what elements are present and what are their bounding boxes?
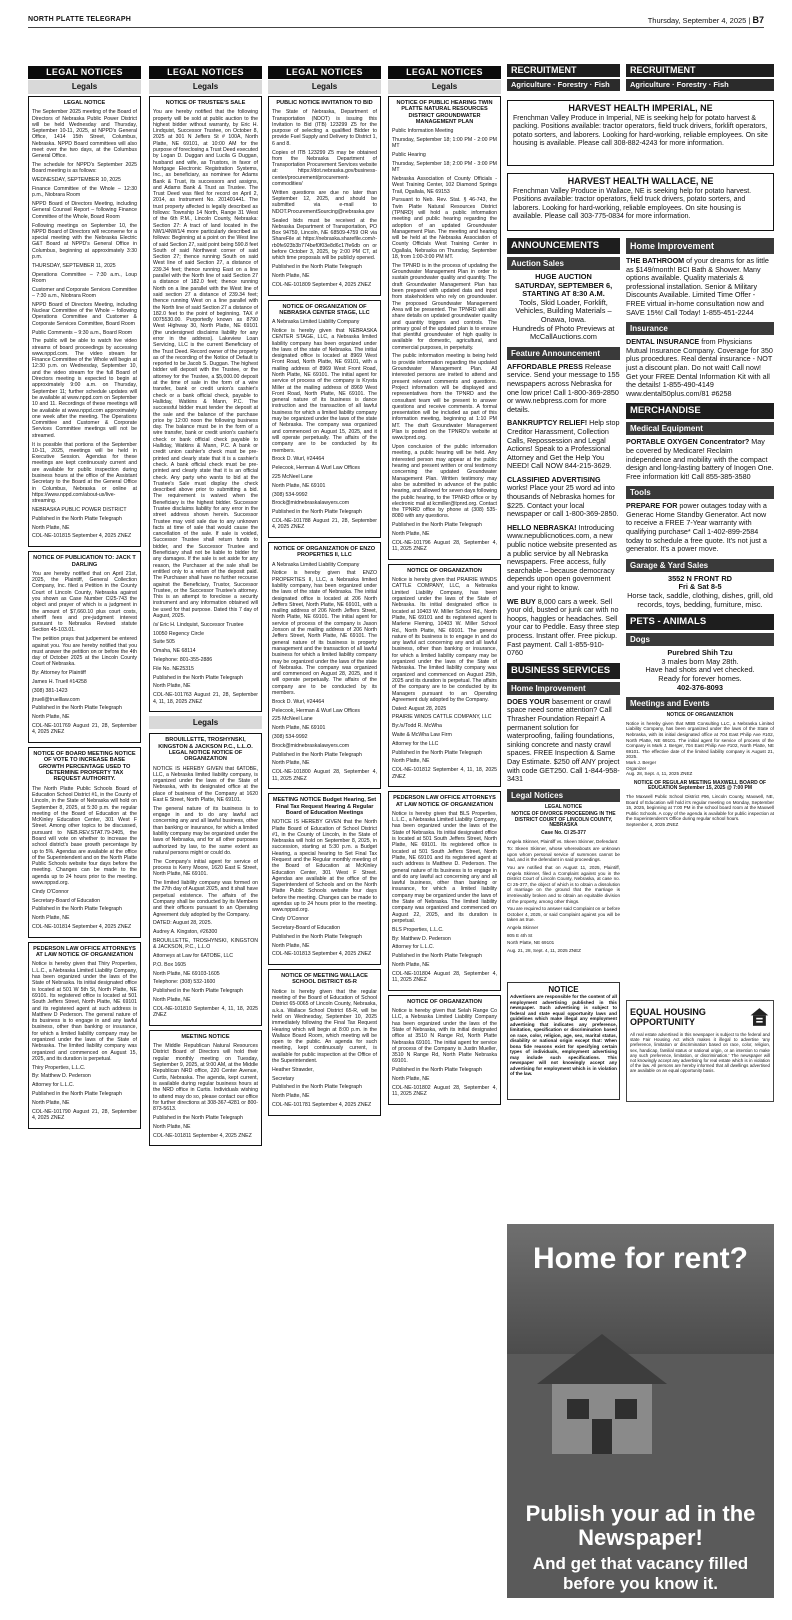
generator-ad bbox=[626, 502, 774, 554]
divorce-notice-line: LEGAL NOTICE bbox=[544, 803, 583, 810]
divorce-notice-line: You are required to answer said Complaint on or before October 4, 2025, or said Complaint against you will be taken as true. bbox=[507, 906, 620, 923]
harvest-imperial-ad bbox=[507, 100, 774, 166]
notice-paragraph: Published in the North Platte Telegraph bbox=[153, 988, 243, 995]
garage-items: Horse tack, saddle, clothing, dishes, grill, old records, toys, bedding, furniture, misc. bbox=[627, 591, 773, 609]
notice-paragraph: Secretary-Board of Education bbox=[272, 924, 341, 931]
dental-ad bbox=[626, 338, 774, 398]
dogs-header: Dogs bbox=[626, 633, 774, 646]
ad-lead: PORTABLE OXYGEN Concentrator? bbox=[626, 437, 750, 447]
notice-paragraph: P.O. Box 1605 bbox=[153, 961, 187, 968]
notice-paragraph: The Middle Republican Natural Resources District Board of Directors will hold their regular monthly meeting on Tuesday, September 9, 2025, at 9:00 AM, at the Middle Republican NRD office, 220 Center Avenue, Curtis, Nebraska. The agenda, kept current, is available during regular business hours at the NRD office in Curtis. Individuals wishing to attend may do so, please contact our office for further directions at 308-367-4281 or 800-873-5613. bbox=[153, 1043, 258, 1113]
notice-title: NOTICE OF PUBLIC HEARING TWIN PLATTE NATURAL RESOURCES DISTRICT GROUNDWATER MANAGEMENT PLAN bbox=[396, 100, 493, 125]
notice-paragraph: Public Hearing bbox=[392, 152, 426, 159]
garage-sale-ad bbox=[626, 575, 774, 609]
recruitment-header-2: RECRUITMENT bbox=[626, 64, 774, 77]
notice-paragraph: File No. NE25315 bbox=[153, 665, 194, 672]
notice-paragraph: A Nebraska Limited Liability Company bbox=[272, 561, 360, 568]
notice-paragraph: jtruell@truelllaw.com bbox=[32, 696, 80, 703]
feature-ad bbox=[507, 598, 620, 658]
notice-paragraph: Secretary bbox=[272, 1075, 295, 1082]
legal-notice bbox=[268, 542, 381, 789]
publication-name: NORTH PLATTE TELEGRAPH bbox=[28, 16, 132, 23]
legal-notices-header-4: LEGAL NOTICES bbox=[388, 66, 501, 79]
notice-title: NOTICE bbox=[548, 985, 579, 994]
legal-notices-header-1: LEGAL NOTICES bbox=[28, 66, 141, 79]
merchandise-header: MERCHANDISE bbox=[626, 403, 774, 419]
ad-text: Frenchman Valley Produce in Wallace, NE is seeking help for potato harvest. Positions available: tractor operators, field truck drivers, potato sorters, and laborers. Looking for hard-working, reliable employees. On site housing is available. Please call 303-775-0834 for more information. bbox=[513, 187, 752, 220]
divorce-notice-line: To: Skeen Skinner, whose whereabouts are unknown upon whom personal service of summons cannot be had, and is the defendant in said proceedings. bbox=[507, 846, 620, 863]
notice-paragraph: Published in the North Platte Telegraph bbox=[32, 1091, 122, 1098]
legal-notice bbox=[149, 1030, 262, 1146]
notice-paragraph: (308) 534-9992 bbox=[272, 734, 308, 741]
notice-title: PEDERSON LAW OFFICE ATTORNEYS AT LAW NOTICE OF ORGANIZATION bbox=[393, 795, 496, 808]
announcements-header: ANNOUNCEMENTS bbox=[507, 238, 620, 254]
oxygen-ad bbox=[626, 438, 774, 481]
notice-paragraph: 225 McNeel Lane bbox=[272, 473, 313, 480]
legal-notice bbox=[268, 793, 381, 965]
home-improvement-header-right: Home Improvement bbox=[626, 238, 774, 254]
notice-paragraph: Finance Committee of the Whole – 12:30 p.m., Niobrara Room bbox=[32, 186, 137, 199]
notice-paragraph: Published in the North Platte Telegraph bbox=[392, 749, 482, 756]
garage-sales-header: Garage & Yard Sales bbox=[626, 559, 774, 572]
notice-paragraph: Public Information Meeting bbox=[392, 128, 454, 135]
legal-column-4 bbox=[388, 96, 501, 1612]
divorce-notice bbox=[507, 805, 620, 954]
notice-paragraph: Brock D. Wurl, #24464 bbox=[272, 456, 325, 463]
eho-heading bbox=[630, 1004, 770, 1030]
notice-paragraph: Attorney for L.L.C. bbox=[392, 944, 435, 951]
notice-paragraph: North Platte, NE bbox=[272, 760, 310, 767]
house-icon bbox=[527, 1314, 677, 1464]
bathroom-ad bbox=[626, 257, 774, 317]
notice-paragraph: The TPNRD is in the process of updating the Groundwater Management Plan in order to sustain groundwater quality and quantity. The draft Groundwater Management Plan has been prepared with updated data and input from stakeholders who rely on groundwater. The proposed Groundwater Management Area will be presented. The TPNRD will also share details on updated groundwater quality and quantity triggers and controls. The primary goal of the updated plan is to ensure that plentiful groundwater of high quality is available for domestic, agricultural, and commercial purposes, in perpetuity. bbox=[392, 262, 497, 351]
notice-title: NOTICE OF ORGANIZATION bbox=[407, 567, 482, 574]
notice-paragraph: The public will be able to watch live video streams of board proceedings by accessing www.nppd.com. The video stream for Finance Committee of the Whole will begin at 12:30 p.m. on Wednesday, September 10, and the video stream for the full Board of Directors meeting is expected to begin at approximately 9:00 a.m. on Thursday, September 11; further schedule updates will be available at www.nppd.com on September 10 and 11. Recordings of these meetings will be available at www.nppd.com approximately one week after the meeting. The Operations Committee and Customer & Corporate Services Committee meetings will not be streamed. bbox=[32, 338, 137, 439]
notice-paragraph: North Platte, NE 69101 bbox=[272, 725, 326, 732]
notice-paragraph: COL-NE-101809 September 4, 2025 ZNEZ bbox=[272, 281, 372, 288]
ad-title: HARVEST HEALTH WALLACE, NE bbox=[567, 176, 714, 186]
notice-paragraph: Published in the North Platte Telegraph bbox=[272, 1084, 362, 1091]
notice-body: The Maxwell Public School District #96, Lincoln County, Maxwell, NE, Board of Education will hold it's regular meeting on Monday, September 15, 2025, beginning at 7:00 PM in the school board room at the Maxwell Public Schools. A copy of the agenda is available for public inspection at the Superintendent's Office during regular school hours. bbox=[626, 793, 774, 822]
notice-paragraph: NOTICE IS HEREBY GIVEN that the North Platte Board of Education of School District #1, in the County of Lincoln, in the State of Nebraska will hold on September 8, 2025, in succession, starting at 5:30 p.m. a Budget Hearing, a special hearing to Set Final Tax Request and the Regular monthly meeting of the Board of Education at McKinley Education Center, 301 West F Street. Agendas are available at the office of the Superintendent of Schools and on the North Platte Public Schools website four days before the meeting. Changes can be made to agendas up to 24 hours prior to the meeting. www.nppsd.org. bbox=[272, 819, 377, 914]
ad-text: works! Place your 25 word ad into thousands of Nebraska homes for $225. Contact your local newspaper or call 1-800-369-2850. bbox=[507, 483, 619, 519]
notice-paragraph: Thursday, September 18; 2:00 PM - 3:00 PM MT bbox=[392, 160, 497, 174]
notice-paragraph: Telephone: 801-355-2886 bbox=[153, 657, 213, 664]
notice-paragraph: Pelecook, Herman & Wurl Law Offices bbox=[272, 465, 361, 472]
notice-title: MEETING NOTICE bbox=[181, 1033, 230, 1040]
notice-paragraph: North Platte, NE bbox=[392, 531, 430, 537]
dog-line: 3 males born May 28th. bbox=[661, 656, 739, 666]
legal-notice bbox=[268, 969, 381, 1116]
feature-ad bbox=[507, 524, 620, 593]
notice-paragraph: BLS Properties, L.L.C. bbox=[392, 926, 444, 933]
agri-subheader-2: Agriculture · Forestry · Fish bbox=[626, 79, 774, 91]
notice-paragraph: By: Attorney for Plaintiff bbox=[32, 670, 86, 677]
legal-notice bbox=[268, 300, 381, 539]
notice-paragraph: Thiry Properties, L.L.C. bbox=[32, 1064, 86, 1071]
masthead bbox=[28, 12, 764, 28]
notice-paragraph: Notice is hereby given that PRAIRIE WINDS CATTLE COMPANY, LLC, a Nebraska Limited Liability Company, has been organized under the laws of the State of Nebraska. Its initial designated office is located at 10403 W. Miller School Rd., North Platte, NE 69101 and its registered agent is Marlene Fleming, 10403 W. Miller School Rd., North Platte, NE 69101. The general nature of its business is to engage in and do any lawful act concerning any and all lawful business, other than banking or insurance, for which a limited liability company may be organized under the laws of the State of Nebraska. The limited liability company was organized and commenced on August 25th, 2025 and its duration is perpetual. The affairs of the company are to be conducted by its Managers pursuant to an Operating Agreement duly adopted by the Company. bbox=[392, 577, 497, 703]
notice-paragraph: COL-NE-101763 August 21, 28, September 4, 11, 18, 2025 ZNEZ bbox=[153, 692, 258, 705]
notice-paragraph: Published in the North Platte Telegraph bbox=[32, 705, 122, 712]
dog-ad bbox=[626, 649, 774, 692]
basement-ad bbox=[507, 698, 620, 784]
legal-notice bbox=[149, 733, 262, 1026]
legal-column-1 bbox=[28, 96, 141, 1612]
notice-text: Advertisers are responsible for the content of all employment advertising published in this newspaper. Such advertising is subject to federal and state equal opportunity laws and guidelines which make illegal any employment advertising that indicates any preference, limitation, specification or discrimination based on race, color, religion, age, sex, marital status, disability or national origin except that: When bona fide reasons exist for specifying certain types of individuals, employment advertising may include such specifications. This newspaper will not knowingly accept any advertising for employment which is in violation of the law. bbox=[510, 994, 617, 1076]
page-number: B7 bbox=[752, 14, 764, 25]
notice-paragraph: Operations Committee – 7:30 a.m., Loup Room bbox=[32, 271, 137, 284]
notice-title: NOTICE OF ORGANIZATION bbox=[666, 712, 734, 719]
notice-paragraph: North Platte, NE bbox=[392, 961, 430, 968]
meetings-events-header: Meetings and Events bbox=[626, 697, 774, 710]
notice-paragraph: Attorney for L.L.C. bbox=[32, 1082, 75, 1089]
notice-paragraph: (308) 381-1423 bbox=[32, 687, 68, 694]
notice-paragraph: Published in the North Platte Telegraph bbox=[272, 933, 362, 940]
notice-paragraph: NEBRASKA PUBLIC POWER DISTRICT bbox=[32, 507, 127, 514]
legal-column-3 bbox=[268, 96, 381, 1612]
notice-paragraph: COL-NE-101804 August 28, September 4, 11, 2025 ZNEZ bbox=[392, 970, 497, 984]
notice-paragraph: North Platte, NE bbox=[392, 1076, 430, 1083]
legal-column-2 bbox=[149, 96, 262, 1612]
notice-paragraph: North Platte, NE bbox=[153, 997, 191, 1003]
notice-paragraph: Omaha, NE 68114 bbox=[153, 648, 196, 655]
divorce-notice-line: Case No. CI 25-377 bbox=[541, 830, 586, 837]
ad-title: HARVEST HEALTH IMPERIAL, NE bbox=[568, 103, 713, 113]
legal-notice bbox=[388, 791, 501, 991]
notice-title: NOTICE OF MEETING WALLACE SCHOOL DISTRICT 65-R bbox=[281, 973, 368, 986]
notice-paragraph: North Platte, NE bbox=[272, 272, 310, 279]
notice-paragraph: DATED: August 28, 2025. bbox=[153, 920, 213, 927]
notice-paragraph: North Platte, NE 69101 bbox=[272, 482, 326, 489]
notice-paragraph: The State of Nebraska, Department of Transportation (NDOT) is issuing this Invitation to Bid (ITB) 123299 Z5 for the purpose of selecting a qualified Bidder to provide Fuel Supply and Delivery to District 1, 6 and 8. bbox=[272, 109, 377, 147]
notice-paragraph: Brock@midnebraskalawyers.com bbox=[272, 742, 350, 749]
notice-paragraph: NPPD Board of Directors Meeting, including General Counsel Report – following Finance Committee of the Whole, Board Room bbox=[32, 201, 137, 220]
divorce-notice-line: Angela Skinner, Plaintiff vs. Skeen Skinner, Defendant bbox=[507, 838, 618, 844]
insurance-header: Insurance bbox=[626, 322, 774, 335]
notice-paragraph: Notice is hereby given that the regular meeting of the Board of Education of School District 65-0065 of Lincoln County, Nebraska, a.k.a. Wallace School District 65-R, will be held on Wednesday, September 10, 2025 immediately following the Final Tax Request Hearing which will begin at 8:00 p.m. in the Wallace Board Room, which meeting will be open to the public. An agenda for such meeting, kept continuously current, is available for public inspection at the Office of the Superintendent. bbox=[272, 988, 377, 1064]
notice-paragraph: (308) 534-9992 bbox=[272, 491, 308, 498]
notice-paragraph: Brock D. Wurl, #24464 bbox=[272, 698, 325, 705]
agri-subheader-1: Agriculture · Forestry · Fish bbox=[507, 79, 620, 91]
notice-paragraph: NOTICE IS HEREBY GIVEN that 6ATOBE, LLC, a Nebraska limited liability company, is organized under the laws of the State of Nebraska, with its designated office at the place of business of the Company at 1620 East E Street, North Platte, NE 69101. bbox=[153, 765, 258, 803]
ad-text: May be covered by Medicare! Reclaim independence and mobility with the compact design and long-lasting battery of Inogen One. Free information kit! Call 855-385-3580 bbox=[626, 437, 774, 481]
notice-title: NOTICE OF TRUSTEE'S SALE bbox=[165, 100, 246, 106]
notice-title: PEDERSON LAW OFFICE ATTORNEYS AT LAW NOTICE OF ORGANIZATION bbox=[33, 945, 136, 959]
notice-paragraph: By:/s/Todd R. McWha bbox=[392, 723, 442, 730]
notice-paragraph: North Platte, NE bbox=[32, 915, 70, 922]
notice-paragraph: COL-NE-101781 September 4, 2025 ZNEZ bbox=[272, 1101, 372, 1108]
notice-paragraph: Thursday, September 18; 1:00 PM - 2:00 PM MT bbox=[392, 136, 497, 150]
notice-paragraph: The general nature of its business is to engage in and to do any lawful act concerning any and all lawful business, other than banking or insurance, for which a limited liability company may be organized under the laws of Nebraska, and for all other purposes authorized by law, to the same extent as natural persons might or could do. bbox=[153, 805, 258, 856]
auction-title: HUGE AUCTION bbox=[535, 272, 592, 281]
legal-notice bbox=[149, 96, 262, 712]
notice-paragraph: The public information meeting is being held to provide information regarding the updated Groundwater Management Plan. All interested persons are invited to attend and present relevant comments and questions. Project information will be displayed and representatives from the TPNRD and the consultant team will be present to answer questions and receive comments. A formal presentation will be included as part of this information meeting, beginning at 1:10 PM MT. The draft Groundwater Management Plan is posted on the TPNRD's website at www.tpnrd.org. bbox=[392, 353, 497, 442]
notice-paragraph: The Company's initial agent for service of process is Kerry Moore, 1620 East E Street, North Platte, NE 69101. bbox=[153, 858, 258, 878]
notice-paragraph: Published in the North Platte Telegraph bbox=[272, 509, 362, 516]
issue-date: Thursday, September 4, 2025 | B7 bbox=[647, 14, 764, 25]
ad-text: Frenchman Valley Produce in Imperial, NE is seeking help for potato harvest & packing. Positions available: tractor operators, field truck drivers, forklift operators, potato sorters, and laborers. Looking for hard-working, reliable employees. On site housing is available. Please call 308-882-4243 for more information. bbox=[513, 114, 768, 147]
legal-notices-header-3: LEGAL NOTICES bbox=[268, 66, 381, 79]
legal-notices-subheader: Legal Notices bbox=[507, 789, 620, 802]
notice-paragraph: Suite 505 bbox=[153, 639, 175, 646]
ad-text: power outages today with a Generac Home Standby Generator. Act now to receive a FREE 7-Year warranty with qualifying purchase* Call 1-402-899-2584 today to schedule a free quote. It's not just a generator. It's a power move. bbox=[626, 501, 767, 554]
legals-subheader-inline: Legals bbox=[149, 716, 262, 729]
notice-paragraph: COL-NE-101796 August 28, September 4, 11, 2025 ZNEZ bbox=[392, 539, 497, 553]
notice-paragraph: Written questions are due no later than September 12, 2025, and should be submitted via e-mail to NDOT.ProcurementSourcing@nebraska.gov bbox=[272, 189, 377, 215]
notice-paragraph: COL-NE-101790 August 21, 28, September 4, 2025 ZNEZ bbox=[32, 1108, 137, 1121]
mbb-org-notice bbox=[626, 713, 774, 777]
legal-notice bbox=[388, 564, 501, 787]
ad-lead: DENTAL INSURANCE bbox=[626, 337, 700, 347]
notice-paragraph: Sealed bids must be received at the Nebraska Department of Transportation, PO Box 94759, Lincoln, NE 68509-4759 OR via ShareFile at https://nebraska.sharefile.com/r-rb0fe923b3b774bef0f03e8d6c17fe6db on or before October 3, 2025, by 2:00 PM CT, at which time proposals will be publicly opened. bbox=[272, 217, 377, 262]
notice-paragraph: The limited liability company was formed on the 27th day of August 2025, and it shall have perpetual existence. The affairs of the Company shall be conducted by its Members and their officers pursuant to an Operating Agreement duly adopted by the Company. bbox=[153, 880, 258, 918]
notice-paragraph: North Platte, NE bbox=[32, 714, 70, 721]
ad-text: of your dreams for as little as $149/month! BCI Bath & Shower. Many options available. Quality materials & professional installation. Senior & Military Discounts Available. Limited Time Offer - FREE virtual in-home consultation now and SAVE 15%! Call Today! 1-855-451-2244 bbox=[626, 256, 769, 317]
notice-paragraph: You are hereby notified that the following property will be sold at public auction to the highest bidder without warranty, by Eric H. Lindquist, Successor Trustee, on October 8, 2025 at 301 N Jeffers St # 100A, North Platte, NE 69101, at 10:00 AM for the purpose of foreclosing a Trust Deed executed by Logan D. Duggan and Lucila G Duggan, husband and wife, as Trustors, in favor of Mortgage Electronic Registration Systems, Inc., as beneficiary, as nominee for Adams Bank & Trust, its successors and assigns, and Adams Bank & Trust as Trustee. The Trust Deed was filed for record on April 2, 2014, as Instrument No. 201401441. The trust property affected is legally described as follows: Township 14 North, Range 31 West of the 6th P.M., Lincoln County, Nebraska: Section 27: A tract of land located in the NW1/4NW1/4 more particularly described as follows: Beginning at a point on the West line of said Section 27, said point being 590.8 feet South of said Northwest corner of said Section 27; thence running South on said West line of said Section 27, a distance of 239.34 feet; thence running East on a line parallel with the North line of said Section 27 a distance of 182.0 feet; thence running North on a line parallel with the West line of said section 27 a distance of 239.34 feet; thence running West on a line parallel with the North line of said Section 27 a distance of 182.0 feet to the point of beginning. TAX # 0075530.00. Purportedly known as 8790 West Highway 30, North Platte, NE 69101 (the undersigned disclaims liability for any error in the address). Lakeview Loan Servicing, LLC is the current Beneficiary of the Trust Deed. Record owner of the property as of the recording of the Notice of Default is reported to be Jacob S. Duggan. The highest bidder will deposit with the Trustee, or the attorney for the Trustee, a $5,000.00 deposit at the time of sale in the form of a wire transfer, bank or credit union's cashier's check or a bank official check, payable to Halliday, Watkins & Mann, P.C. The successful bidder must tender the deposit at the sale and the balance of the purchase price by 12:00 noon the following business day. The balance must be in the form of a wire transfer, bank or credit union's cashier's check or bank official check payable to Halliday, Watkins & Mann, P.C. A bank or credit union cashier's check must be pre-printed and clearly state that it is a cashier's check. A bank official check must be pre-printed and clearly state that it is an official check. Any party who wants to bid at the Trustee's Sale must display the check described above prior to submitting a bid. The requirement is waived when the Beneficiary is the highest bidder. Successor Trustee disclaims liability for any error in the street address shown herein. Successor Trustee may void sale due to any unknown facts at time of sale that would cause the cancellation of the sale. If sale is voided, Successor Trustee shall return funds to bidder, and the Successor Trustee and Beneficiary shall not be liable to bidder for any damages. If the sale is set aside for any reason, the Purchaser at the sale shall be entitled only to a return of the deposit paid. The Purchaser shall have no further recourse against the Beneficiary, Trustor, Successor Trustee, or the Successor Trustee's attorney. This is an attempt to foreclose a security instrument and any information obtained will be used for that purpose. Dated this 7 day of August, 2025. bbox=[153, 109, 258, 620]
legal-notices-header-2: LEGAL NOTICES bbox=[149, 66, 262, 79]
ad-text: Introducing www.nepublicnotices.com, a new public notice website presented as a public service by all Nebraska newspapers. Free access, fully searchable – because democracy depends upon open government and your right to know. bbox=[507, 522, 617, 592]
notice-paragraph: The September 2025 meeting of the Board of Directors of Nebraska Public Power District will be held Wednesday and Thursday, September 10-11, 2025, at NPPD's General Office, 1414 15th Street, Columbus, Nebraska. NPPD Board committees will also meet over the two days, at the Columbus General Office. bbox=[32, 109, 137, 160]
notice-paragraph: Notice is hereby given that Selah Range Co LLC, a Nebraska Limited Liability Company has been organized under the laws of the State of Nebraska, with its initial designated office at 3510 N Range Rd, North Platte Nebraska 69101. The initial agent for service of process of the Company is Justin Mueller, 3510 N Range Rd, North Platte Nebraska 69101. bbox=[392, 1008, 497, 1065]
divorce-notice-line: North Platte, NE 69101 bbox=[507, 940, 555, 946]
legal-notice bbox=[28, 747, 141, 938]
garage-hours: Fri & Sat 8-5 bbox=[678, 582, 722, 592]
legals-subheader-1: Legals bbox=[28, 80, 141, 94]
notice-paragraph: COL-NE-101802 August 28, September 4, 11, 2025 ZNEZ bbox=[392, 1084, 497, 1098]
notice-title: NOTICE OF ORGANIZATION bbox=[407, 998, 482, 1005]
feature-ad bbox=[507, 363, 620, 415]
notice-title: NOTICE OF PUBLICATION TO: JACK T DARLING bbox=[33, 555, 136, 568]
notice-paragraph: North Platte, NE 69103-1605 bbox=[153, 970, 220, 977]
notice-paragraph: James H. Truell #14258 bbox=[32, 679, 87, 686]
promo-tagline: And get that vacancy filled before you know it. bbox=[532, 1554, 749, 1593]
ad-lead: PREPARE FOR bbox=[626, 501, 678, 511]
notice-paragraph: COL-NE-101814 September 4, 2025 ZNEZ bbox=[32, 924, 132, 931]
notice-title: NOTICE OF BOARD MEETING NOTICE OF VOTE TO INCREASE BASE GROWTH PERCENTAGE USED TO DETERMINE PROPERTY TAX REQUEST AUTHORITY. bbox=[33, 751, 136, 783]
notice-title: NOTICE OF REGULAR MEETING MAXWELL BOARD OF EDUCATION September 15, 2025 @ 7:00 PM bbox=[633, 779, 767, 792]
eho-text: All real estate advertised in this newspaper is subject to the federal and state Fair Housing Act which makes it illegal to advertise 'any preference, limitation or discrimination based on race, color, religion, sex, handicap, familial status or national origin, or an intention to make any such preference, limitation, or discrimination.' The newspaper will not knowingly accept any advertising for real estate which is in violation of the law. All persons are hereby informed that all dwellings advertised are available on an equal opportunity basis. bbox=[630, 1032, 770, 1074]
legals-subheader-2: Legals bbox=[149, 80, 262, 94]
feature-ads bbox=[507, 363, 620, 658]
tools-header: Tools bbox=[626, 486, 774, 499]
notice-paragraph: COL-NE-101810 September 4, 11, 18, 2025 ZNEZ bbox=[153, 1005, 258, 1019]
notice-title: NOTICE OF ORGANIZATION OF NEBRASKA CENTER STAGE, LLC bbox=[279, 303, 370, 316]
dog-phone: 402-376-8093 bbox=[676, 682, 724, 692]
ad-text: basement or crawl space need some attention? Call Thrasher Foundation Repair! A permanent solution for waterproofing, failing foundations, sinking concrete and nasty crawl spaces. FREE Inspection & Same Day Estimate. $250 off ANY project with code GET250. Call 1-844-958-3431 bbox=[507, 696, 620, 784]
notice-paragraph: North Platte, NE bbox=[272, 1093, 310, 1100]
notice-paragraph: Following meetings on September 10, the NPPD Board of Directors will reconvene for a special meeting with the Nebraska Electric G&T Board at NPPD's General Office in Columbus, beginning at approximately 3:30 p.m. bbox=[32, 222, 137, 261]
notice-paragraph: 10050 Regency Circle bbox=[153, 630, 205, 637]
divorce-notice-line: Aug. 21, 28, Sept. 4, 11, 2025 ZNEZ bbox=[507, 947, 581, 953]
notice-paragraph: Telephone: (308) 532-1600 bbox=[153, 979, 216, 986]
notice-paragraph: COL-NE-101813 September 4, 2025 ZNEZ bbox=[272, 951, 372, 958]
notice-paragraph: Published in the North Platte Telegraph bbox=[392, 522, 482, 529]
notice-paragraph: North Platte, NE bbox=[153, 683, 191, 690]
notice-line: Organizer bbox=[626, 765, 647, 771]
legals-subheader-3: Legals bbox=[268, 80, 381, 94]
auction-ad bbox=[507, 273, 620, 342]
notice-paragraph: Published in the North Platte Telegraph bbox=[392, 953, 482, 960]
notice-paragraph: /s/ Eric H. Lindquist, Successor Trustee bbox=[153, 621, 244, 628]
notice-paragraph: Published in the North Platte Telegraph bbox=[392, 1067, 482, 1074]
classified-column-left bbox=[507, 238, 620, 978]
notice-title: PUBLIC NOTICE INVITATION TO BID bbox=[276, 100, 373, 106]
recruitment-header-1: RECRUITMENT bbox=[507, 64, 620, 77]
promo-headline: Publish your ad in the Newspaper! bbox=[525, 1501, 756, 1550]
dog-breed: Purebred Shih Tzu bbox=[667, 648, 733, 658]
notice-paragraph: COL-NE-101769 August 21, 28, September 4, 2025 ZNEZ bbox=[32, 723, 137, 736]
notice-line: Aug. 28, Sept. 4, 11, 2025 ZNEZ bbox=[626, 771, 693, 777]
dog-line: Have had shots and vet checked. bbox=[645, 665, 755, 675]
notice-paragraph: COL-NE-101815 September 4, 2025 ZNEZ bbox=[32, 533, 132, 540]
employment-notice bbox=[507, 982, 620, 1100]
notice-paragraph: Cindy O'Connor bbox=[32, 888, 69, 895]
notice-paragraph: Nebraska Association of County Officials - West Training Center, 102 Diamond Springs Trail, Ogallala, NE 69153 bbox=[392, 175, 497, 195]
notice-title: NOTICE OF ORGANIZATION OF ENZO PROPERTIES II, LLC bbox=[273, 546, 376, 559]
garage-address: 3552 N FRONT RD bbox=[667, 573, 733, 583]
feature-ad bbox=[507, 476, 620, 519]
notice-line: September 4, 2025 ZNEZ bbox=[626, 821, 679, 827]
notice-paragraph: Published in the North Platte Telegraph bbox=[32, 515, 122, 522]
notice-paragraph: BROUILLETTE, TROSHYNSKI, KINGSTON & JACKSON, P.C., L.L.O bbox=[153, 937, 258, 951]
equal-housing-icon bbox=[749, 1004, 770, 1030]
notice-paragraph: COL-NE-101811 September 4, 2025 ZNEZ bbox=[153, 1132, 252, 1139]
auction-items: Tools, Skid Loader, Forklift, Vehicles, Building Materials – Onawa, Iowa. bbox=[515, 297, 612, 324]
notice-paragraph: THURSDAY, SEPTEMBER 11, 2025 bbox=[32, 262, 116, 269]
ad-text: Release service. Send your message to 155 newspapers across Nebraska for one low price! Call 1-800-369-2850 or www.nebpress.com for more details. bbox=[507, 361, 620, 414]
equal-housing-box bbox=[626, 1000, 774, 1102]
pets-header: PETS - ANIMALS bbox=[626, 614, 774, 630]
notice-paragraph: PRAIRIE WINDS CATTLE COMPANY, LLC bbox=[392, 714, 492, 721]
notice-body: Notice is hereby given that MBB Consulting LLC, a Nebraska Limited Liability Company, has been organized under the laws of the State of Nebraska, with its initial designated office at 704 East Philip Ave #102, North Platte, NE 69101. The initial agent for service of process of the Company is Mark J. Berger, 704 East Philip Ave #102, North Platte, NE 69101. The effective date of the limited liability company is August 21, 2025. bbox=[626, 720, 774, 760]
ad-lead: DOES YOUR bbox=[507, 696, 551, 706]
notice-paragraph: North Platte, NE bbox=[272, 942, 310, 949]
notice-paragraph: Brock@midnebraskalawyers.com bbox=[272, 500, 350, 507]
ad-text: from Physicians Mutual Insurance Company. Coverage for 350 plus procedures. Real dental insurance - NOT just a discount plan. Do not wait! Call now! Get your FREE Dental Information Kit with all the details! 1-855-490-4149 www.dental50plus.com/81 #6258 bbox=[626, 337, 773, 398]
legals-subheader-4: Legals bbox=[388, 80, 501, 94]
notice-paragraph: COL-NE-101788 August 21, 28, September 4, 2025 ZNEZ bbox=[272, 517, 377, 531]
notice-paragraph: Cindy O'Connor bbox=[272, 916, 309, 923]
notice-paragraph: NPPD Board of Directors Meeting, including Nuclear Committee of the Whole – following Operations Committee and Customer & Corporate Services Committee, Board Room bbox=[32, 301, 137, 327]
notice-paragraph: Heather Strawder, bbox=[272, 1066, 314, 1073]
notice-paragraph: A Nebraska Limited Liability Company bbox=[272, 319, 360, 326]
legal-notice bbox=[388, 995, 501, 1105]
notice-paragraph: Upon conclusion of the public information meeting, a public hearing will be held. Any interested person may appear at the public hearing and present written or oral testimony concerning the updated Groundwater Management Plan. Written testimony may also be submitted in advance of the public hearing, and allowed for seven days following the public hearing, to the TPNRD office or by electronic mail at kcmiller@tpnrd.org. Contact the TPNRD office by phone at (308) 535-8080 with any questions. bbox=[392, 444, 497, 520]
notice-paragraph: Customer and Corporate Services Committee – 7:30 a.m., Niobrara Room bbox=[32, 286, 137, 300]
notice-paragraph: Published in the North Platte Telegraph bbox=[272, 751, 362, 758]
divorce-notice-line: Angela Skinner bbox=[507, 924, 539, 930]
notice-paragraph: North Platte, NE bbox=[392, 758, 430, 765]
notice-paragraph: Attorney for the LLC bbox=[392, 740, 439, 747]
feature-ad bbox=[507, 419, 620, 471]
notice-paragraph: It is possible that portions of the September 10-11, 2025, meetings will be held in Executive Session. Agendas for these meetings are kept continuously current and are available for public inspection during business hours at the office of the Assistant Secretary to the Board at the General Office in Columbus, Nebraska or online at https://www.nppd.com/about-us/live-streaming. bbox=[32, 441, 137, 505]
notice-paragraph: Secretary-Board of Education bbox=[32, 897, 101, 904]
notice-paragraph: Copies of ITB 123299 Z5 may be obtained from the Nebraska Department of Transportation Procurement Services website at: https://dot.nebraska.gov/business-center/procurement/procurement-commodities/ bbox=[272, 149, 377, 188]
ad-text: 8,000 cars a week. Sell your old, busted or junk car with no hoops, haggles or headaches. Sell your car to Peddle. Easy three step process. Instant offer. Free pickup. Fast payment. Call 1-855-910-0760 bbox=[507, 596, 620, 658]
home-for-rent-promo bbox=[507, 1224, 774, 1598]
date-text: Thursday, September 4, 2025 bbox=[647, 15, 747, 25]
notice-paragraph: Audrey A. Kingston, #26300 bbox=[153, 929, 218, 936]
notice-paragraph: Waite & McWha Law Firm bbox=[392, 732, 452, 739]
notice-paragraph: 225 McNeel Lane bbox=[272, 716, 313, 723]
notice-paragraph: Pursuant to Neb. Rev. Stat. § 46-743, the Twin Platte Natural Resources District (TPNRD) will hold a public information meeting and public hearing regarding the adoption of an updated Groundwater Management Plan. The meeting and hearing will be held at the Nebraska Association of County Officials West Training Center in Ogallala, Nebraska on Thursday, September 18, from 1:00-3:00 PM MT. bbox=[392, 197, 497, 261]
notice-paragraph: North Platte, NE bbox=[153, 1123, 191, 1130]
legal-notice bbox=[268, 96, 381, 296]
divorce-notice-line: NOTICE OF DIVORCE PROCEEDING IN THE DISTRICT COURT OF LINCOLN COUNTY, NEBRASKA bbox=[511, 811, 616, 829]
notice-paragraph: Published in the North Platte Telegraph bbox=[153, 1114, 243, 1121]
notice-title: MEETING NOTICE Budget Hearing, Set Final Tax Request Hearing & Regular Board of Education Meetings bbox=[272, 797, 377, 816]
notice-paragraph: North Platte, NE bbox=[32, 524, 70, 531]
notice-paragraph: COL-NE-101812 September 4, 11, 18, 2025 ZNEZ bbox=[392, 767, 497, 780]
notice-paragraph: Published in the North Platte Telegraph bbox=[32, 906, 122, 913]
notice-title: LEGAL NOTICE bbox=[63, 100, 106, 106]
home-improvement-header: Home Improvement bbox=[507, 682, 620, 695]
auction-sales-header: Auction Sales bbox=[507, 257, 620, 270]
ad-text: Help stop Creditor Harassment, Collection Calls, Repossession and Legal Actions! Speak to a Professional Attorney and Get the Help You NEED! Call NOW 844-215-3629. bbox=[507, 418, 620, 471]
notice-title: BROUILLETTE, TROSHYNSKI, KINGSTON & JACKSON P.C., L.L.O. LEGAL NOTICE NOTICE OF ORGANIZATION bbox=[158, 737, 253, 763]
notice-paragraph: The schedule for NPPD's September 2025 Board meeting is as follows: bbox=[32, 162, 137, 175]
notice-paragraph: Pelecook, Herman & Wurl Law Offices bbox=[272, 707, 361, 714]
notice-paragraph: The North Platte Public Schools Board of Education School District #1, in the County of Lincoln, in the State of Nebraska will hold on September 8, 2025, at 5:30 p.m. the regular meeting of the Board of Education at the McKinley Education Center, 301 West F Street. Among other topics to be discussed, pursuant to NEB.REV.STAT.79-3405, the Board will vote on whether to increase the school district's base growth percentage by up to 5%. Agendas are available at the office of the Superintendent and on the North Platte Public Schools website four days before the meeting. Changes can be made to the agenda up to 24 hours prior to the meeting. www.nppsd.org. bbox=[32, 785, 137, 887]
promo-title: Home for rent? bbox=[532, 1242, 748, 1275]
notice-paragraph: COL-NE-101800 August 28, September 4, 11, 2025 ZNEZ bbox=[272, 769, 377, 782]
auction-date: SATURDAY, SEPTEMBER 6, STARTING AT 8:30 A.M. bbox=[514, 280, 613, 299]
notice-line: Mark J. Berger bbox=[626, 759, 657, 765]
ad-lead: BANKRUPTCY RELIEF! bbox=[507, 418, 588, 428]
legal-notice bbox=[28, 96, 141, 547]
legal-notice bbox=[388, 96, 501, 560]
notice-paragraph: By: Matthew D. Pederson bbox=[32, 1073, 91, 1080]
notice-paragraph: By: Matthew D. Pederson bbox=[392, 935, 451, 942]
notice-paragraph: Attorneys at Law for 6ATOBE, LLC bbox=[153, 953, 233, 960]
maxwell-meeting-notice bbox=[626, 781, 774, 828]
ad-lead: THE BATHROOM bbox=[626, 256, 685, 265]
eho-title: EQUAL HOUSING OPPORTUNITY bbox=[630, 1007, 706, 1027]
notice-paragraph: You are hereby notified that on April 21st, 2025, the Plaintiff, General Collection Company, Inc. filed a Petition in the County Court of Lincoln County, Nebraska against you shown as Case Number CI25-743 the object and prayer of which is a judgment in the amount of $7,660.10 plus court costs, sheriff fees and pre-judgment interest pursuant to Nebraska Revised statute Section 45-103.01. bbox=[32, 570, 137, 634]
medical-equipment-header: Medical Equipment bbox=[626, 422, 774, 435]
notice-paragraph: Notice is hereby given that ENZO PROPERTIES II, LLC, a Nebraska limited liability company, has been organized under the laws of the state of Nebraska. The initial designated office is located at 206 North Jeffers Street, North Platte, NE 69101, with a mailing address of 206 North Jeffers Street, North Platte, NE 69101. The initial agent for service of process of the company is Jason Jonson at the mailing address of 206 North Jeffers Street, North Platte, NE 69101. The general nature of its business is property management and the transaction of all lawful business for which a limited liability company may be organized under the laws of the state of Nebraska. The company was organized and commenced on August 28, 2025, and it will operate perpetually. The affairs of the company are to be conducted by its members. bbox=[272, 570, 377, 697]
ad-lead: HELLO NEBRASKA! bbox=[507, 522, 577, 532]
notice-paragraph: Public Comments – 9:30 a.m., Board Room bbox=[32, 329, 133, 336]
feature-announcement-header: Feature Announcement bbox=[507, 347, 620, 360]
notice-paragraph: WEDNESDAY, SEPTEMBER 10, 2025 bbox=[32, 177, 121, 184]
notice-paragraph: Published in the North Platte Telegraph bbox=[272, 264, 362, 271]
notice-paragraph: Notice is hereby given that Thiry Properties, L.L.C., a Nebraska Limited Liability Company, has been organized under the laws of the State of Nebraska. Its initial designated office is located at 501 W 5th St, North Platte, NE 69101. Its registered office is located at 501 South Jeffers Street, North Platte, NE 69101 and its registered agent at such address is Matthew D Pederson. The general nature of its business is to engage in and any lawful business, other than banking or insurance, for which a limited liability company may be organized under the laws of the State of Nebraska. The limited liability company was organized and commenced on August 15, 2025, and its duration is perpetual. bbox=[32, 961, 137, 1062]
ad-lead: WE BUY bbox=[507, 596, 536, 606]
legal-notice bbox=[28, 551, 141, 743]
notice-paragraph: North Platte, NE bbox=[32, 1099, 70, 1106]
ad-lead: AFFORDABLE PRESS bbox=[507, 361, 583, 371]
notice-paragraph: Notice is hereby given that NEBRASKA CENTER STAGE, LLC, a Nebraska limited liability company has been organized under the laws of the state of Nebraska. The initial designated office is located at 8969 West Front Road, North Platte, NE 69101, with a mailing address of 8969 West Front Road, North Platte, NE 69101. The initial agent for service of process of the company is Krysta Miller at the mailing address of 8969 West Front Road, North Platte, NE 69101. The general nature of its business is dance instruction and the transaction of all lawful business for which a limited liability company may be organized under the laws of the state of Nebraska. The company was organized and commenced on August 15, 2025, and it will operate perpetually. The affairs of the company are to be conducted by its members. bbox=[272, 327, 377, 454]
harvest-wallace-ad bbox=[507, 173, 774, 231]
notice-paragraph: Notice is hereby given that BLS Properties, L.L.C., a Nebraska Limited Liability Company, has been organized under the laws of the State of Nebraska. Its initial designated office is located at 501 South Jeffers Street, North Platte, NE 69101. Its registered office is located at 501 South Jeffers Street, North Platte, NE 69101 and its registered agent at such address is Matthew D. Pederson. The general nature of its business is to engage in and do any lawful act concerning any and all lawful business, other than banking or insurance, for which a limited liability company may be organized under the laws of the State of Nebraska. The limited liability company was organized and commenced on August 22, 2025, and its duration is perpetual. bbox=[392, 810, 497, 924]
legal-notice bbox=[28, 942, 141, 1129]
classified-column-right bbox=[626, 238, 774, 998]
business-services-header: BUSINESS SERVICES bbox=[507, 663, 620, 679]
notice-paragraph: The petition prays that judgement be entered against you. You are hereby notified that you must answer the petition on or before the 4th day of October 2025 at the Lincoln County Court of Nebraska. bbox=[32, 636, 137, 668]
auction-link: Hundreds of Photo Previews at McCallAuctions.com bbox=[512, 323, 615, 342]
ad-lead: CLASSIFIED ADVERTISING bbox=[507, 474, 601, 484]
notice-paragraph: Published in the North Platte Telegraph bbox=[153, 674, 243, 681]
divorce-notice-line: You are notified that on August 11, 2025, Plaintiff, Angela Skinner, filed a Complaint against you in the District Court of Lincoln County, Nebraska, at case no. CI 25-377, the object of which is to obtain a dissolution of marriage on the ground that the marriage is irretrievably broken and to obtain an equitable division of the property, among other things. bbox=[507, 865, 620, 904]
notice-paragraph: Dated: August 28, 2025 bbox=[392, 705, 447, 712]
dog-line: Ready for forever homes. bbox=[658, 674, 742, 683]
divorce-notice-line: 805 E 4th St bbox=[507, 932, 533, 938]
